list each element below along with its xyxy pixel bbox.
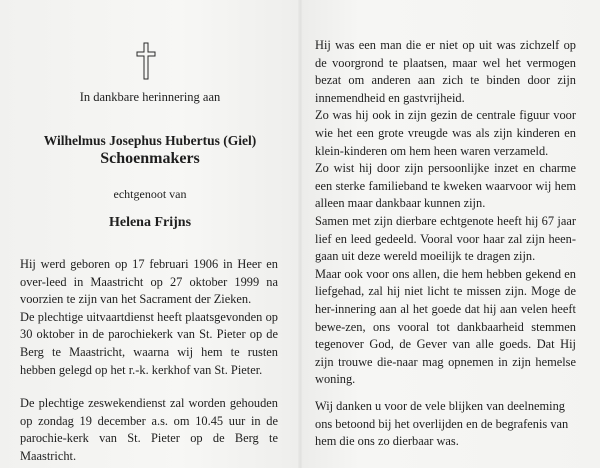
memorial-service-notice xyxy=(20,395,278,465)
biography-paragraph: De plechtige uitvaartdienst heeft plaatsgevonden op 30 oktober in de parochiekerk van St. Pieter op de Berg te Maastricht, waarna wij hem te rusten hebben gelegd op het r.-k. kerkhof van St. Pieter. xyxy=(20,309,278,377)
deceased-full-name: Wilhelmus Josephus Hubertus (Giel) xyxy=(43,133,257,148)
intro-text: In dankbare herinnering aan xyxy=(79,90,221,104)
thanks-paragraph: Wij danken u voor de vele blijken van deelneming ons betoond bij het overlijden en de begrafenis van hem die ons zo dierbaar was. xyxy=(315,399,569,449)
spouse-name: Helena Frijns xyxy=(108,215,192,230)
biography-paragraph: Hij werd geboren op 17 februari 1906 in Heer en over-leed in Maastricht op 27 oktober 1999 na voorzien te zijn van het Sacrament der Zieken. xyxy=(20,257,278,307)
tribute-paragraph: Hij was een man die er niet op uit was zichzelf op de voorgrond te plaatsen, maar wel het vermogen bezat om anderen aan zich te binden door zijn innemendheid en gastvrijheid. xyxy=(315,38,576,105)
biography xyxy=(20,256,278,379)
tribute-paragraph: Samen met zijn dierbare echtgenote heeft hij 67 jaar lief en leed gedeeld. Vooral voor haar zal zijn heen-gaan uit deze wereld moeilijk te dragen zijn. xyxy=(315,213,576,264)
tribute-paragraph: Maar ook voor ons allen, die hem hebben gekend en liefgehad, zal hij niet licht te missen zijn. Moge de her-innering aan al het goede dat hij aan velen heeft bewe-zen, ons vooral tot dankbaarheid stemmen tegenover God, de Gever van alle goeds. Dat Hij zijn trouwe die-naar mag opnemen in zijn hemelse woning. xyxy=(315,266,576,387)
cross-icon xyxy=(136,42,156,80)
service-paragraph: De plechtige zeswekendienst zal worden gehouden op zondag 19 december a.s. om 10.45 uur in de parochie-kerk van St. Pieter op de Berg te Maastricht. xyxy=(20,396,278,463)
tribute xyxy=(315,37,576,389)
tribute-paragraph: Zo wist hij door zijn persoonlijke inzet en charme een sterke familieband te kweken waarvoor wij hem alleen maar dankbaar kunnen zijn. xyxy=(315,161,576,211)
spouse-label: echtgenoot van xyxy=(113,187,187,201)
deceased-surname: Schoenmakers xyxy=(100,150,200,167)
thanks-note xyxy=(315,398,576,451)
tribute-paragraph: Zo was hij ook in zijn gezin de centrale figuur voor wie het een grote vreugde was als zijn kinderen en klein-kinderen om hem heen waren verzameld. xyxy=(315,108,576,158)
card-fold xyxy=(298,0,302,468)
